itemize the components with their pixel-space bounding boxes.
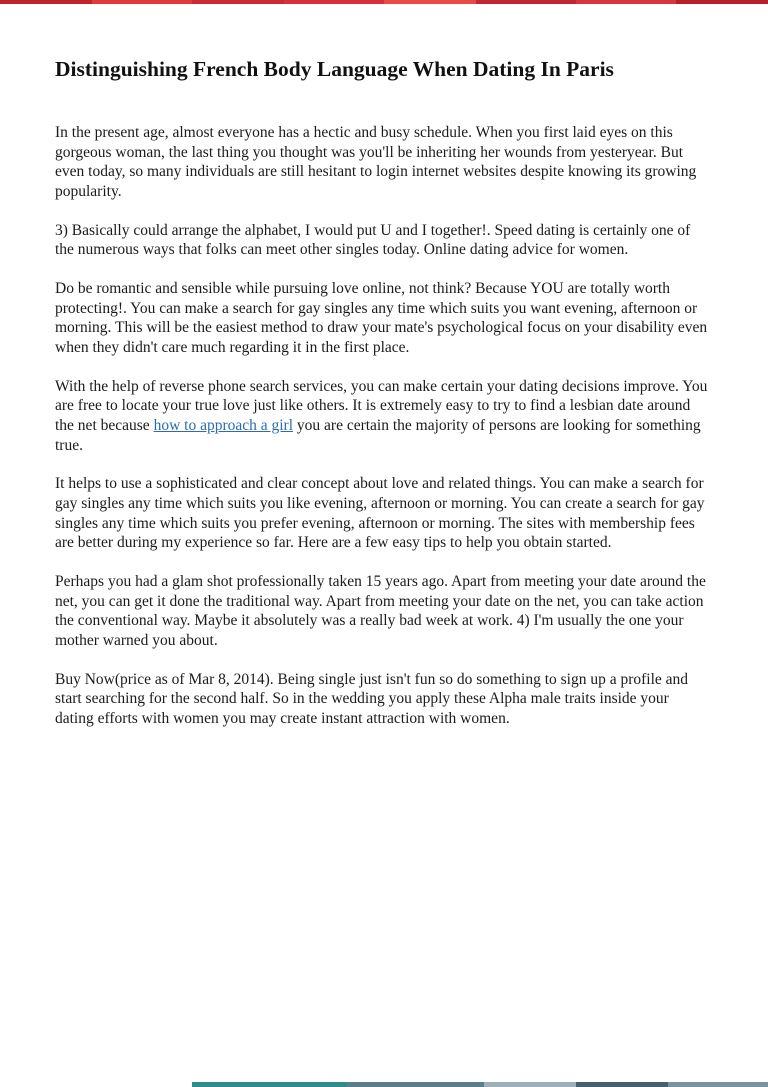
stripe-segment: [0, 1082, 192, 1087]
paragraph: Do be romantic and sensible while pursuing love online, not think? Because YOU are totally worth protecting!. You can make a search for gay singles any time which suits you want evening, afternoon or morning. This will be the easiest method to draw your mate's psychological focus on your disability even when they didn't care much regarding it in the first place.: [55, 279, 708, 356]
page-title: Distinguishing French Body Language When Dating In Paris: [55, 57, 614, 81]
paragraph-text-before-link: With the help of reverse phone search services, you can make certain your dating decisions improve. You are free to locate your true love just like others. It is extremely easy to try to find a lesbian date around the net because: [55, 377, 708, 434]
stripe-segment: [476, 0, 576, 4]
stripe-segment: [668, 1082, 768, 1087]
stripe-segment: [92, 0, 192, 4]
paragraph: It helps to use a sophisticated and clear concept about love and related things. You can make a search for gay singles any time which suits you like evening, afternoon or morning. You can create a search for gay singles any time which suits you prefer evening, afternoon or morning. The sites with membership fees are better during my experience so far. Here are a few easy tips to help you obtain started.: [55, 475, 705, 552]
top-decorative-stripe: [0, 0, 768, 4]
article-body: [55, 56, 711, 748]
paragraph-text-after-link: you are certain the majority of persons are looking for something true.: [55, 416, 701, 454]
paragraph: Perhaps you had a glam shot professionally taken 15 years ago. Apart from meeting your date around the net, you can get it done the traditional way. Apart from meeting your date on the net, you can take action the conventional way. Maybe it absolutely was a really bad week at work. 4) I'm usually the one your mother warned you about.: [55, 572, 706, 649]
stripe-segment: [284, 0, 384, 4]
stripe-segment: [576, 1082, 668, 1087]
stripe-segment: [384, 0, 476, 4]
stripe-segment: [192, 1082, 346, 1087]
paragraph: 3) Basically could arrange the alphabet, I would put U and I together!. Speed dating is certainly one of the numerous ways that folks can meet other singles today. Online dating advice for women.: [55, 221, 691, 259]
stripe-segment: [576, 0, 676, 4]
stripe-segment: [192, 0, 284, 4]
stripe-segment: [346, 1082, 484, 1087]
paragraph: Buy Now(price as of Mar 8, 2014). Being single just isn't fun so do something to sign up a profile and start searching for the second half. So in the wedding you apply these Alpha male traits inside your dating efforts with women you may create instant attraction with women.: [55, 670, 689, 727]
stripe-segment: [484, 1082, 576, 1087]
paragraph-with-link: [55, 377, 711, 456]
inline-link[interactable]: how to approach a girl: [153, 416, 294, 434]
stripe-segment: [0, 0, 92, 4]
bottom-decorative-stripe: [0, 1082, 768, 1087]
paragraph: In the present age, almost everyone has a hectic and busy schedule. When you first laid eyes on this gorgeous woman, the last thing you thought was you'll be inheriting her wounds from yesteryear. But even today, so many individuals are still hesitant to login internet websites despite knowing its growing popularity.: [55, 123, 697, 200]
stripe-segment: [676, 0, 768, 4]
